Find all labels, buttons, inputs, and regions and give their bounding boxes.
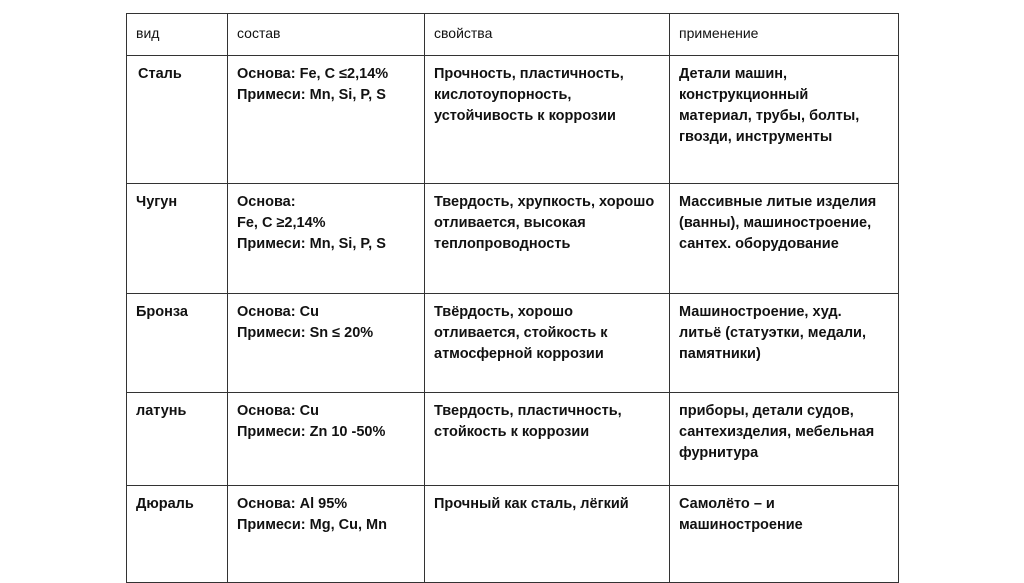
cell-application (670, 393, 899, 486)
table-row (127, 486, 899, 583)
composition-line: Примеси: Sn ≤ 20% (237, 325, 374, 341)
composition-line: Примеси: Mg, Cu, Mn (237, 517, 387, 533)
composition-line: Основа: (237, 194, 296, 210)
cell-kind (127, 393, 228, 486)
properties-line: кислотоупорность, (434, 87, 572, 103)
cell-composition (228, 486, 425, 583)
composition-line: Основа: Fe, C ≤2,14% (237, 66, 389, 82)
table-row (127, 294, 899, 393)
cell-application (670, 294, 899, 393)
application-line: приборы, детали судов, (679, 403, 854, 419)
cell-kind (127, 294, 228, 393)
properties-line: стойкость к коррозии (434, 424, 590, 440)
cell-application (670, 56, 899, 184)
application-line: сантехизделия, мебельная (679, 424, 875, 440)
composition-line: Примеси: Mn, Si, P, S (237, 87, 386, 103)
table-row (127, 393, 899, 486)
application-line: памятники) (679, 346, 761, 362)
composition-line: Примеси: Mn, Si, P, S (237, 236, 386, 252)
kind-label: латунь (136, 403, 187, 419)
cell-properties (425, 486, 670, 583)
application-line: машиностроение (679, 517, 803, 533)
composition-line: Основа: Al 95% (237, 496, 348, 512)
table-header-row (127, 14, 899, 56)
application-line: Детали машин, (679, 66, 788, 82)
application-line: материал, трубы, болты, (679, 108, 860, 124)
cell-kind (127, 184, 228, 294)
alloys-table (126, 13, 899, 583)
cell-properties (425, 56, 670, 184)
kind-label: Сталь (138, 66, 182, 82)
table-row (127, 56, 899, 184)
composition-line: Основа: Cu (237, 304, 319, 320)
properties-line: Твёрдость, хорошо (434, 304, 574, 320)
table-row (127, 184, 899, 294)
application-line: (ванны), машиностроение, (679, 215, 872, 231)
properties-line: Твердость, хрупкость, хорошо (434, 194, 655, 210)
properties-line: Прочность, пластичность, (434, 66, 624, 82)
composition-line: Примеси: Zn 10 -50% (237, 424, 386, 440)
header-cell-kind: вид (127, 14, 228, 56)
header-cell-application: применение (670, 14, 899, 56)
properties-line: теплопроводность (434, 236, 571, 252)
properties-line: устойчивость к коррозии (434, 108, 616, 124)
composition-line: Основа: Cu (237, 403, 319, 419)
cell-properties (425, 393, 670, 486)
application-line: Машиностроение, худ. (679, 304, 842, 320)
cell-properties (425, 184, 670, 294)
application-line: конструкционный (679, 87, 809, 103)
application-line: фурнитура (679, 445, 759, 461)
properties-line: отливается, стойкость к (434, 325, 608, 341)
properties-line: Твердость, пластичность, (434, 403, 622, 419)
application-line: гвозди, инструменты (679, 129, 833, 145)
composition-line: Fe, C ≥2,14% (237, 215, 326, 231)
cell-composition (228, 393, 425, 486)
properties-line: атмосферной коррозии (434, 346, 604, 362)
application-line: сантех. оборудование (679, 236, 839, 252)
cell-composition (228, 294, 425, 393)
cell-application (670, 486, 899, 583)
cell-properties (425, 294, 670, 393)
kind-label: Чугун (136, 194, 178, 210)
kind-label: Дюраль (136, 496, 194, 512)
properties-line: Прочный как сталь, лёгкий (434, 496, 629, 512)
kind-label: Бронза (136, 304, 188, 320)
header-cell-properties: свойства (425, 14, 670, 56)
cell-composition (228, 184, 425, 294)
cell-composition (228, 56, 425, 184)
cell-kind (127, 56, 228, 184)
application-line: литьё (статуэтки, медали, (679, 325, 866, 341)
application-line: Самолёто – и (679, 496, 775, 512)
header-cell-composition: состав (228, 14, 425, 56)
properties-line: отливается, высокая (434, 215, 586, 231)
cell-application (670, 184, 899, 294)
application-line: Массивные литые изделия (679, 194, 877, 210)
cell-kind (127, 486, 228, 583)
